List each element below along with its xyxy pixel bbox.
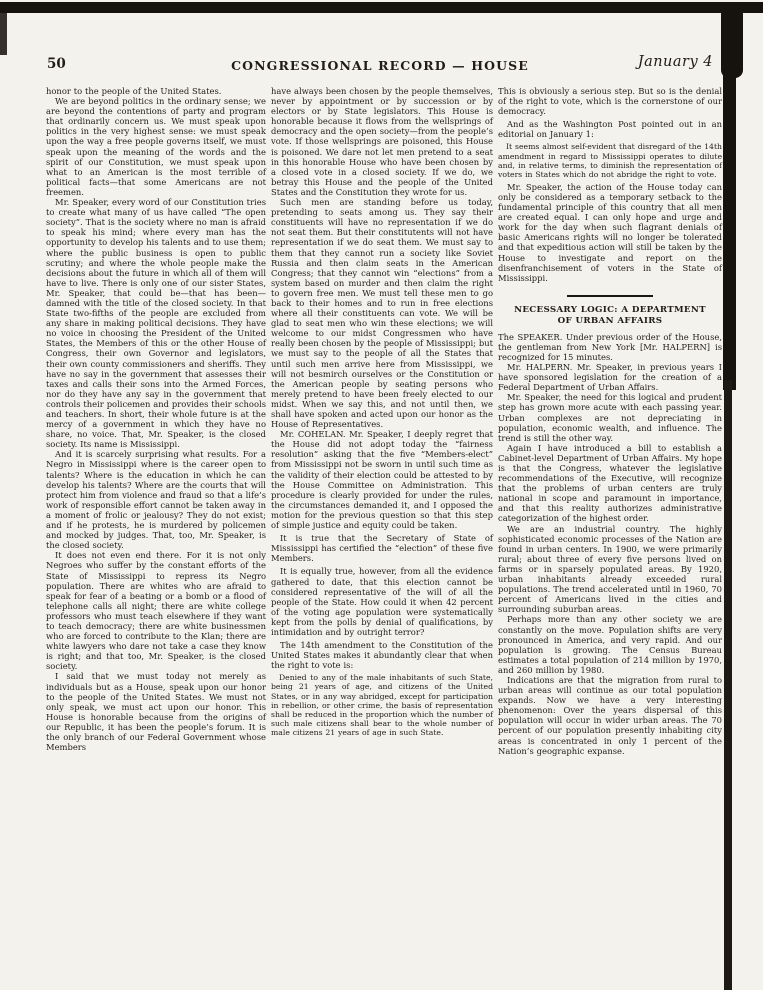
body-paragraph: Mr. Speaker, the action of the House today can only be considered as a temporary setback to the fundamental principle of this country that all men are created equal. I can only hope and urge and work for the day when such flagrant denials of basic Americans rights will no longer be tolerated and that expeditious action will still be taken by the House to investigate and report on the disenfranchisement of voters in the State of Mississippi.: [498, 181, 722, 283]
body-paragraph: We are beyond politics in the ordinary sense; we are beyond the contentions of party and program that ordinarily concern us. We must speak upon politics in the very highest sense: we must speak upon the way a free people governs itself, we must speak upon the meaning of the words and the spirit of our Constitution, we must speak upon what to an American is the most terrible of political facts—that some Americans are not freemen.: [46, 96, 266, 197]
section-divider-rule: [567, 295, 653, 297]
body-paragraph: And it is scarcely surprising what results. For a Negro in Mississippi where is the career open to talents? Where is the education in which he can develop his talents? Where are the courts that will protect him from violence and fraud so that a life’s work of responsible effort cannot be taken away in a moment of frolic or jealousy? They do not exist; and if he protests, he is murdered by policemen and mocked by judges. That, too, Mr. Speaker, is the closed society.: [46, 449, 266, 551]
body-paragraph: It does not even end there. For it is not only Negroes who suffer by the constant efforts of the State of Mississippi to repress its Negro population. There are whites who are afraid to speak for fear of a beating or a bomb or a flood of telephone calls all night; there are white college professors who must teach elsewhere if they want to teach democracy; there are white businessmen who are forced to contribute to the Klan; there are white lawyers who dare not take a case they know is right; and that too, Mr. Speaker, is the closed society.: [46, 550, 266, 672]
body-paragraph: We are an industrial country. The highly sophisticated economic processes of the Nation are found in urban centers. In 1900, we were primarily rural; about three of every five persons lived on farms or in sparsely populated areas. By 1920, urban inhabitants already exceeded rural populations. The trend accelerated until in 1960, 70 percent of Americans lived in the cities and surrounding suburban areas.: [498, 523, 722, 615]
body-paragraph: Perhaps more than any other society we are constantly on the move. Population shifts are very pronounced in America, and very rapid. And our population is growing. The Census Bureau estimates a total population of 214 million by 1970, and 260 million by 1980.: [498, 614, 722, 675]
scan-top-bar: [0, 2, 763, 13]
page-number: 50: [47, 56, 66, 72]
quoted-excerpt: Denied to any of the male inhabitants of such State, being 21 years of age, and citizens of the United States, or in any way abridged, except for participation in rebellion, or other crime, the basis of representation shall be reduced in the proportion which the number of such male citizens shall bear to the whole number of male citizens 21 years of age in such State.: [271, 673, 493, 737]
issue-date: January 4: [637, 54, 713, 70]
body-paragraph: It is true that the Secretary of State of Mississippi has certified the “election” of these five Members.: [271, 533, 493, 564]
scan-gutter-shadow: [723, 60, 736, 390]
text-column-1: [46, 86, 266, 752]
scan-gutter-shadow: [724, 380, 732, 990]
body-paragraph: Mr. Speaker, every word of our Constitution tries to create what many of us have called “The open society”. That is the society where no man is afraid to speak his mind; where every man has the opportunity to develop his talents and to use them; where the public business is open to public scrutiny; and where the whole people make the decisions about the future in which all of them will have to live. There is only one of our sister States, Mr. Speaker, that could be—that has been—damned with the title of the closed society. In that State two-fifths of the people are excluded from any share in making political decisions. They have no voice in choosing the President of the United States, the Members of this or the other House of Congress, their own Governor and legislators, their own county commissioners and sheriffs. They have no say in the government that assesses their taxes and calls their sons into the Armed Forces, nor do they have any say in the government that controls their policemen and provides their schools and teachers. In short, their whole future is at the mercy of a government in which they have no share, no voice. That, Mr. Speaker, is the closed society. Its name is Mississippi.: [46, 197, 266, 450]
body-paragraph: Mr. Speaker, the need for this logical and prudent step has grown more acute with each passing year. Urban complexes are not depreciating in population, economic wealth, and influence. The trend is still the other way.: [498, 392, 722, 443]
body-paragraph: I said that we must today not merely as individuals but as a House, speak upon our honor to the people of the United States. We must not only speak, we must act upon our honor. This House is honorable because from the origins of our Republic, it has been the people’s forum. It is the only branch of our Federal Government whose Members: [46, 671, 266, 753]
masthead-title: CONGRESSIONAL RECORD — HOUSE: [231, 58, 529, 73]
body-paragraph: Again I have introduced a bill to establish a Cabinet-level Department of Urban Affairs. My hope is that the Congress, whatever the legislative recommendations of the Executive, will recognize that the problems of urban centers are truly national in scope and paramount in importance, and that this reality authorizes administrative categorization of the highest order.: [498, 442, 722, 524]
body-paragraph: This is obviously a serious step. But so is the denial of the right to vote, which is the cornerstone of our democracy.: [498, 86, 722, 117]
quoted-excerpt: It seems almost self-evident that disregard of the 14th amendment in regard to Mississippi operates to dilute and, in relative terms, to diminish the representation of voters in States which do not abridge the right to vote.: [498, 142, 722, 179]
body-paragraph: The SPEAKER. Under previous order of the House, the gentleman from New York [Mr. HALPERN] is recognized for 15 minutes.: [498, 331, 722, 362]
scan-left-artifact: [0, 13, 7, 55]
body-paragraph: Mr. COHELAN. Mr. Speaker, I deeply regret that the House did not adopt today the “fairness resolution” asking that the five “Members-elect” from Mississippi not be sworn in until such time as the validity of their election could be attested to by the House Committee on Administration. This procedure is clearly provided for under the rules, the circumstances demanded it, and I opposed the motion for the previous question so that this step of simple justice and equity could be taken.: [271, 429, 493, 531]
body-paragraph: It is equally true, however, from all the evidence gathered to date, that this election cannot be considered representative of the will of all the people of the State. How could it when 42 percent of the voting age population were systematically kept from the polls by denial of qualifications, by intimidation and by outright terror?: [271, 566, 493, 637]
body-paragraph: The 14th amendment to the Constitution of the United States makes it abundantly clear that when the right to vote is:: [271, 640, 493, 671]
body-paragraph: have always been chosen by the people themselves, never by appointment or by succession or by electors or by State legislators. This House is honorable because it flows from the wellsprings of democracy and the open society—from the people’s vote. If those wellsprings are poisoned, this House is poisoned. We dare not let men pretend to a seat in this honorable House who have been chosen by a closed vote in a closed society. If we do, we betray this House and the people of the United States and the Constitution they wrote for us.: [271, 86, 493, 197]
text-column-3: [498, 86, 722, 756]
body-paragraph: honor to the people of the United States.: [46, 86, 222, 96]
body-paragraph: Indications are that the migration from rural to urban areas will continue as our total population expands. Now we have a very interesting phenomenon: Over the years dispersal of this population will occur in wider urban areas. The 70 percent of our population presently inhabiting city areas is concentrated in only 1 percent of the Nation’s geographic expanse.: [498, 674, 722, 756]
text-column-2: [271, 86, 493, 737]
body-paragraph: Mr. HALPERN. Mr. Speaker, in previous years I have sponsored legislation for the creation of a Federal Department of Urban Affairs.: [498, 362, 722, 393]
body-paragraph: Such men are standing before us today, pretending to seats among us. They say their constituents will have no representation if we do not seat them. But their constitutents will not have representation if we do seat them. We must say to them that they cannot run a society like Soviet Russia and then claim seats in the American Congress; that they cannot win “elections” from a system based on murder and then claim the right to govern free men. We must tell these men to go back to their homes and to run in free elections where all their constituents can vote. We will be glad to seat men who win these elections; we will welcome to our midst Congressmen who have really been chosen by the people of Mississippi; but we must say to the people of all the States that until such men arrive here from Mississippi, we will not besmirch ourselves or the Constitution or the American people by seating persons who merely pretend to have been freely elected to our midst. When we say this, and not until then, we shall have spoken and acted upon our honor as the House of Representatives.: [271, 197, 493, 430]
article-heading: NECESSARY LOGIC: A DEPARTMENT OF URBAN AFFAIRS: [514, 304, 706, 326]
body-paragraph: And as the Washington Post pointed out in an editorial on January 1:: [498, 119, 722, 140]
